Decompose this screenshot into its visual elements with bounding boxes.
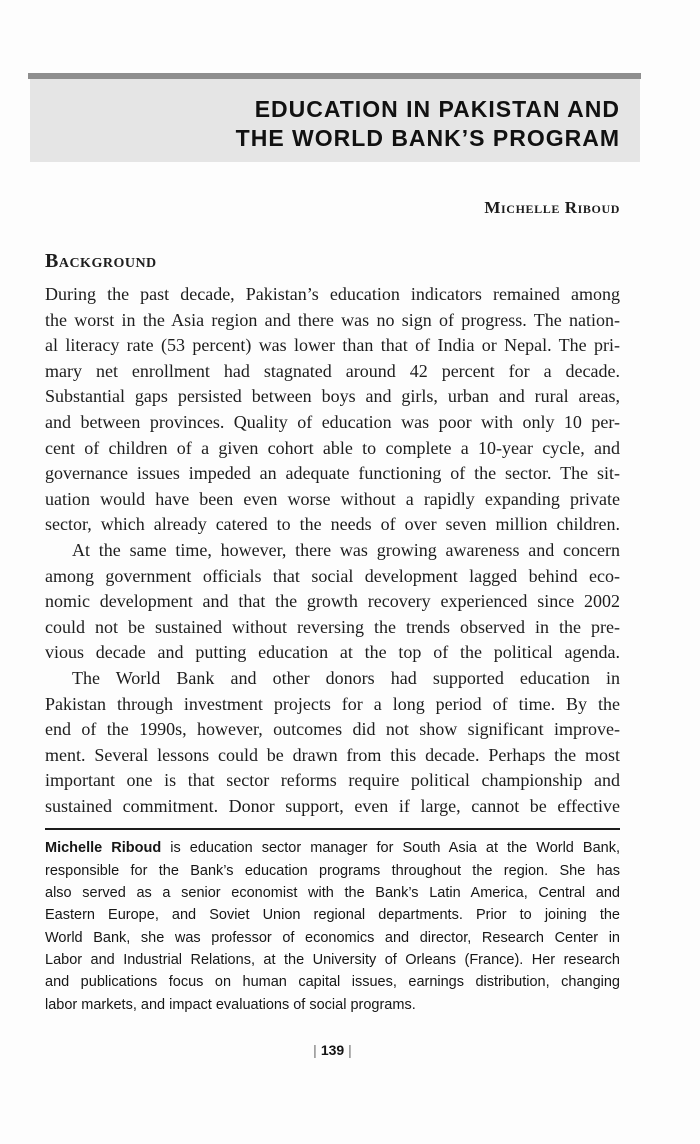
page-number [45,1042,620,1058]
page-number-value: 139 [320,1041,345,1058]
author-byline: Michelle Riboud [484,198,620,217]
page-number-separator-left: | [313,1041,317,1058]
text-line: The World Bank and other donors had supported education in [72,667,620,688]
footnote-body [45,837,620,1015]
text-line: among government officials that social development lagged behind eco- [45,565,620,586]
footnote-line: Labor and Industrial Relations, at the University of Orleans (France). Her research [45,951,620,968]
text-line: governance issues impeded an adequate functioning of the sector. The sit- [45,463,620,484]
text-line: uation would have been even worse without a rapidly expanding private [45,488,620,509]
text-line: At the same time, however, there was growing awareness and concern [72,539,620,560]
text-line: nomic development and that the growth recovery experienced since 2002 [45,591,620,612]
text-line: ment. Several lessons could be drawn from this decade. Perhaps the most [45,744,620,765]
text-line: end of the 1990s, however, outcomes did not show significant improve- [45,719,620,740]
footnote-author-name: Michelle Riboud [45,840,162,857]
text-line: vious decade and putting education at the top of the political agenda. [45,642,620,663]
footnote-line: World Bank, she was professor of economics and director, Research Center in [45,929,620,946]
article-body [45,282,620,819]
footnote-line: responsible for the Bank’s education programs throughout the region. She has [45,862,620,879]
footnote-line: labor markets, and impact evaluations of social programs. [45,996,416,1013]
text-line: sector, which already catered to the needs of over seven million children. [45,514,620,535]
text-line: sustained commitment. Donor support, even if large, cannot be effective [45,795,620,816]
footnote-line: and publications focus on human capital issues, earnings distribution, changing [45,974,620,991]
footnote-line: Michelle Riboud is education sector manager for South Asia at the World Bank, [45,840,620,857]
footnote-line: also served as a senior economist with the Bank’s Latin America, Central and [45,885,620,902]
footnote-divider [45,828,620,830]
paragraph [45,282,620,538]
text-line: important one is that sector reforms require political championship and [45,770,620,791]
text-line: Pakistan through investment projects for a long period of time. By the [45,693,620,714]
text-line: and between provinces. Quality of education was poor with only 10 per- [45,411,620,432]
title-box [30,79,640,162]
footnote-line: Eastern Europe, and Soviet Union regional departments. Prior to joining the [45,907,620,924]
section-heading: Background [45,250,157,272]
article-content [45,250,620,1058]
page-number-separator-right: | [348,1041,352,1058]
paragraph [45,538,620,666]
text-line: the worst in the Asia region and there was no sign of progress. The nation- [45,309,620,330]
text-line: al literacy rate (53 percent) was lower than that of India or Nepal. The pri- [45,335,620,356]
text-line: cent of children of a given cohort able to complete a 10-year cycle, and [45,437,620,458]
text-line: could not be sustained without reversing the trends observed in the pre- [45,616,620,637]
paragraph [45,666,620,820]
article-title-line-2: THE WORLD BANK’S PROGRAM [235,125,620,151]
text-line: mary net enrollment had stagnated around 42 percent for a decade. [45,360,620,381]
article-title-line-1: EDUCATION IN PAKISTAN AND [254,96,620,122]
text-line: During the past decade, Pakistan’s education indicators remained among [45,284,620,304]
text-line: Substantial gaps persisted between boys and girls, urban and rural areas, [45,386,620,407]
